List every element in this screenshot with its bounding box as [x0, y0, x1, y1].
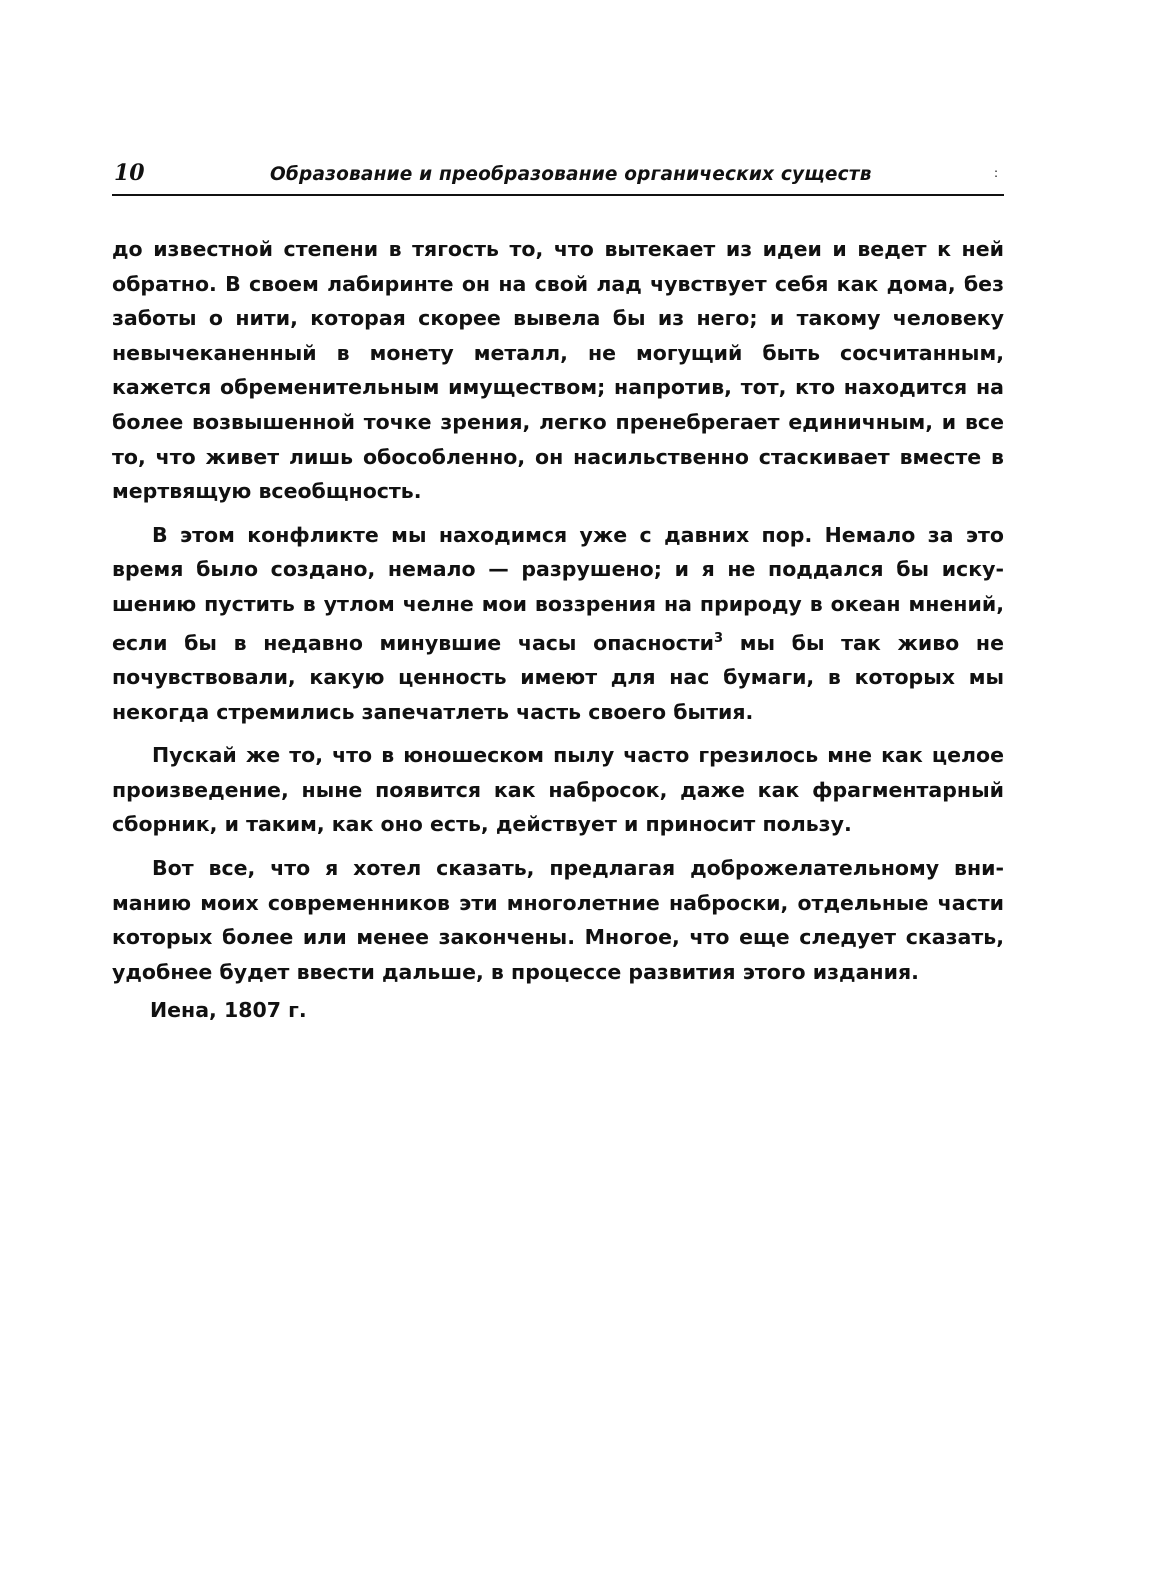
paragraph-2-continuation: мы бы так живо не почувствовали, какую ценность имеют для нас бумаги, в которых мы некогда стремились запечатлеть часть своего бытия. — [112, 630, 1004, 724]
book-page — [112, 150, 1004, 1022]
paragraph-2 — [112, 518, 1004, 729]
paragraph-4: Вот все, что я хотел сказать, предлагая доброжелательному вниманию моих современников эти многолетние наброски, отдельные части которых более или менее закончены. Многое, что еще следует сказать, удобнее будет ввести дальше, в процессе развития этого издания. — [112, 855, 1004, 984]
place-date-signature: Иена, 1807 г. — [150, 998, 307, 1023]
running-title: Образование и преобразование органических существ — [270, 164, 872, 185]
footnote-marker: 3 — [714, 630, 724, 646]
header-mark: : — [993, 166, 998, 180]
page-number: 10 — [114, 160, 145, 186]
body-text — [112, 232, 1004, 989]
paragraph-3: Пускай же то, что в юношеском пылу часто грезилось мне как целое произведение, ныне появится как набросок, даже как фрагментарный сборник, и таким, как оно есть, действует и приносит пользу. — [112, 743, 1004, 837]
page-header — [112, 150, 1004, 196]
paragraph-2-text: В этом конфликте мы находимся уже с давних пор. Немало за это время было создано, немало — разрушено; и я не поддался бы искушению пустить в утлом челне мои воззрения на природу в океан мнений, если бы в недавно минувшие часы опасности — [112, 522, 1004, 655]
paragraph-1: до известной степени в тягость то, что вытекает из идеи и ведет к ней обратно. В своем лабиринте он на свой лад чувствует себя как дома, без заботы о нити, которая скорее вывела бы из него; и такому человеку невычеканенный в монету металл, не могущий быть сосчитанным, кажется обременительным имуществом; напротив, тот, кто находится на более возвышенной точке зрения, легко пренебрегает единичным, и все то, что живет лишь обособленно, он насильственно стаскивает вместе в мертвящую всеобщность. — [112, 237, 1004, 504]
